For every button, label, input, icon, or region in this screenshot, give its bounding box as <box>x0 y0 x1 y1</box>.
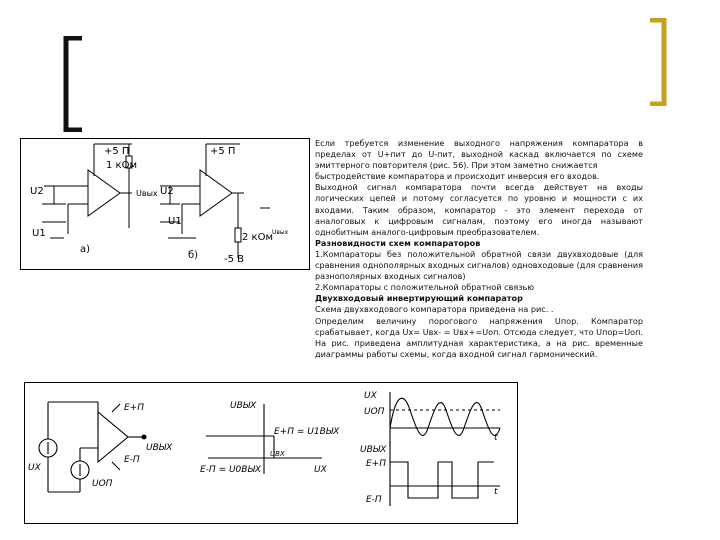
minus-supply-b-label: -5 В <box>224 254 245 265</box>
ux-label: UX <box>28 463 41 473</box>
comparator-circuits-figure <box>20 138 310 270</box>
td-ep-label: E+П <box>366 459 386 469</box>
heading-two-input-comparator: Двухвходовый инвертирующий компаратор <box>315 293 523 304</box>
u2-b-label: U2 <box>160 186 174 197</box>
resistor-a-label: 1 кОм <box>106 160 137 171</box>
td-em-label: E-П <box>366 495 382 505</box>
slide-text-block <box>315 138 643 360</box>
td-t1-label: t <box>494 433 498 443</box>
td-uop-label: UОП <box>364 407 385 417</box>
e-minus-label: E-П <box>124 455 140 465</box>
paragraph-7: Схема двухвходового компаратора приведена на рис. . <box>315 304 554 315</box>
e-plus-label: E+П <box>124 403 144 413</box>
td-t2-label: t <box>494 487 498 497</box>
paragraph-5: 2.Компараторы с положительной обратной связью <box>315 282 535 293</box>
uout-b-label: Uвых <box>272 229 289 236</box>
tf-uvx-label: UВХ <box>270 450 285 458</box>
left-bracket-decor <box>62 36 84 132</box>
label-b: б) <box>188 250 199 261</box>
plus-supply-a-label: +5 П <box>104 146 130 157</box>
td-uvyx-label: UВЫХ <box>360 445 387 455</box>
paragraph-1: быстродействие компаратора и происходит инверсия его входов. <box>315 171 600 182</box>
heading-comparator-types: Разновидности схем компараторов <box>315 237 481 248</box>
label-a: а) <box>80 244 91 255</box>
td-ux-label: UX <box>364 391 377 401</box>
u2-a-label: U2 <box>30 186 44 197</box>
timing-diagram <box>390 392 500 506</box>
tf-ux-label: UX <box>314 465 327 475</box>
u1-b-label: U1 <box>168 216 182 227</box>
paragraph-0: Если требуется изменение выходного напряжения компаратора в пределах от U+пит до U-пит, выходной каскад включается по схеме эмиттерного повторителя (рис. 56). При этом заметно снижается <box>315 138 643 171</box>
resistor-b-label: 2 кОм <box>242 232 273 243</box>
tf-neg-label: E-П = U0ВЫХ <box>200 465 261 475</box>
uout-a-label: Uвых <box>136 189 158 198</box>
tf-eq-label: E+П = U1ВЫХ <box>274 427 340 437</box>
plus-supply-b-label: +5 П <box>210 146 236 157</box>
paragraph-2: Выходной сигнал компаратора почти всегда действует на входы логических цепей и потому согласуется по уровню и мощности с их входами. Таким образом, компаратор - это элемент перехода от аналоговых к цифровым сигналам, поэтому его иногда называют однобитным аналого-цифровым преобразователем. <box>315 182 643 237</box>
transfer-characteristic <box>206 404 322 474</box>
comparator-operation-figure <box>24 382 518 524</box>
circuit-a <box>42 144 132 238</box>
paragraph-4: 1.Компараторы без положительной обратной связи двухвходовые (для сравнения однополярных входных сигналов) одновходовые (для сравнения разнополярных входных сигналов) <box>315 248 643 282</box>
u1-a-label: U1 <box>32 228 46 239</box>
tf-uout-label: UВЫХ <box>230 401 257 411</box>
paragraph-8: Определим величину порогового напряжения Uпор. Компаратор срабатывает, когда Uх= Uвх- = Uвх+=Uоп. Отсюда следует, что Uпор=Uоп. На рис. приведена амплитудная характеристика, а на рис. временные диаграммы работы схемы, когда входной сигнал гармонический. <box>315 315 643 359</box>
right-bracket-decor <box>648 18 668 106</box>
uout-label: UВЫХ <box>146 443 173 453</box>
uop-label: UОП <box>92 479 113 489</box>
